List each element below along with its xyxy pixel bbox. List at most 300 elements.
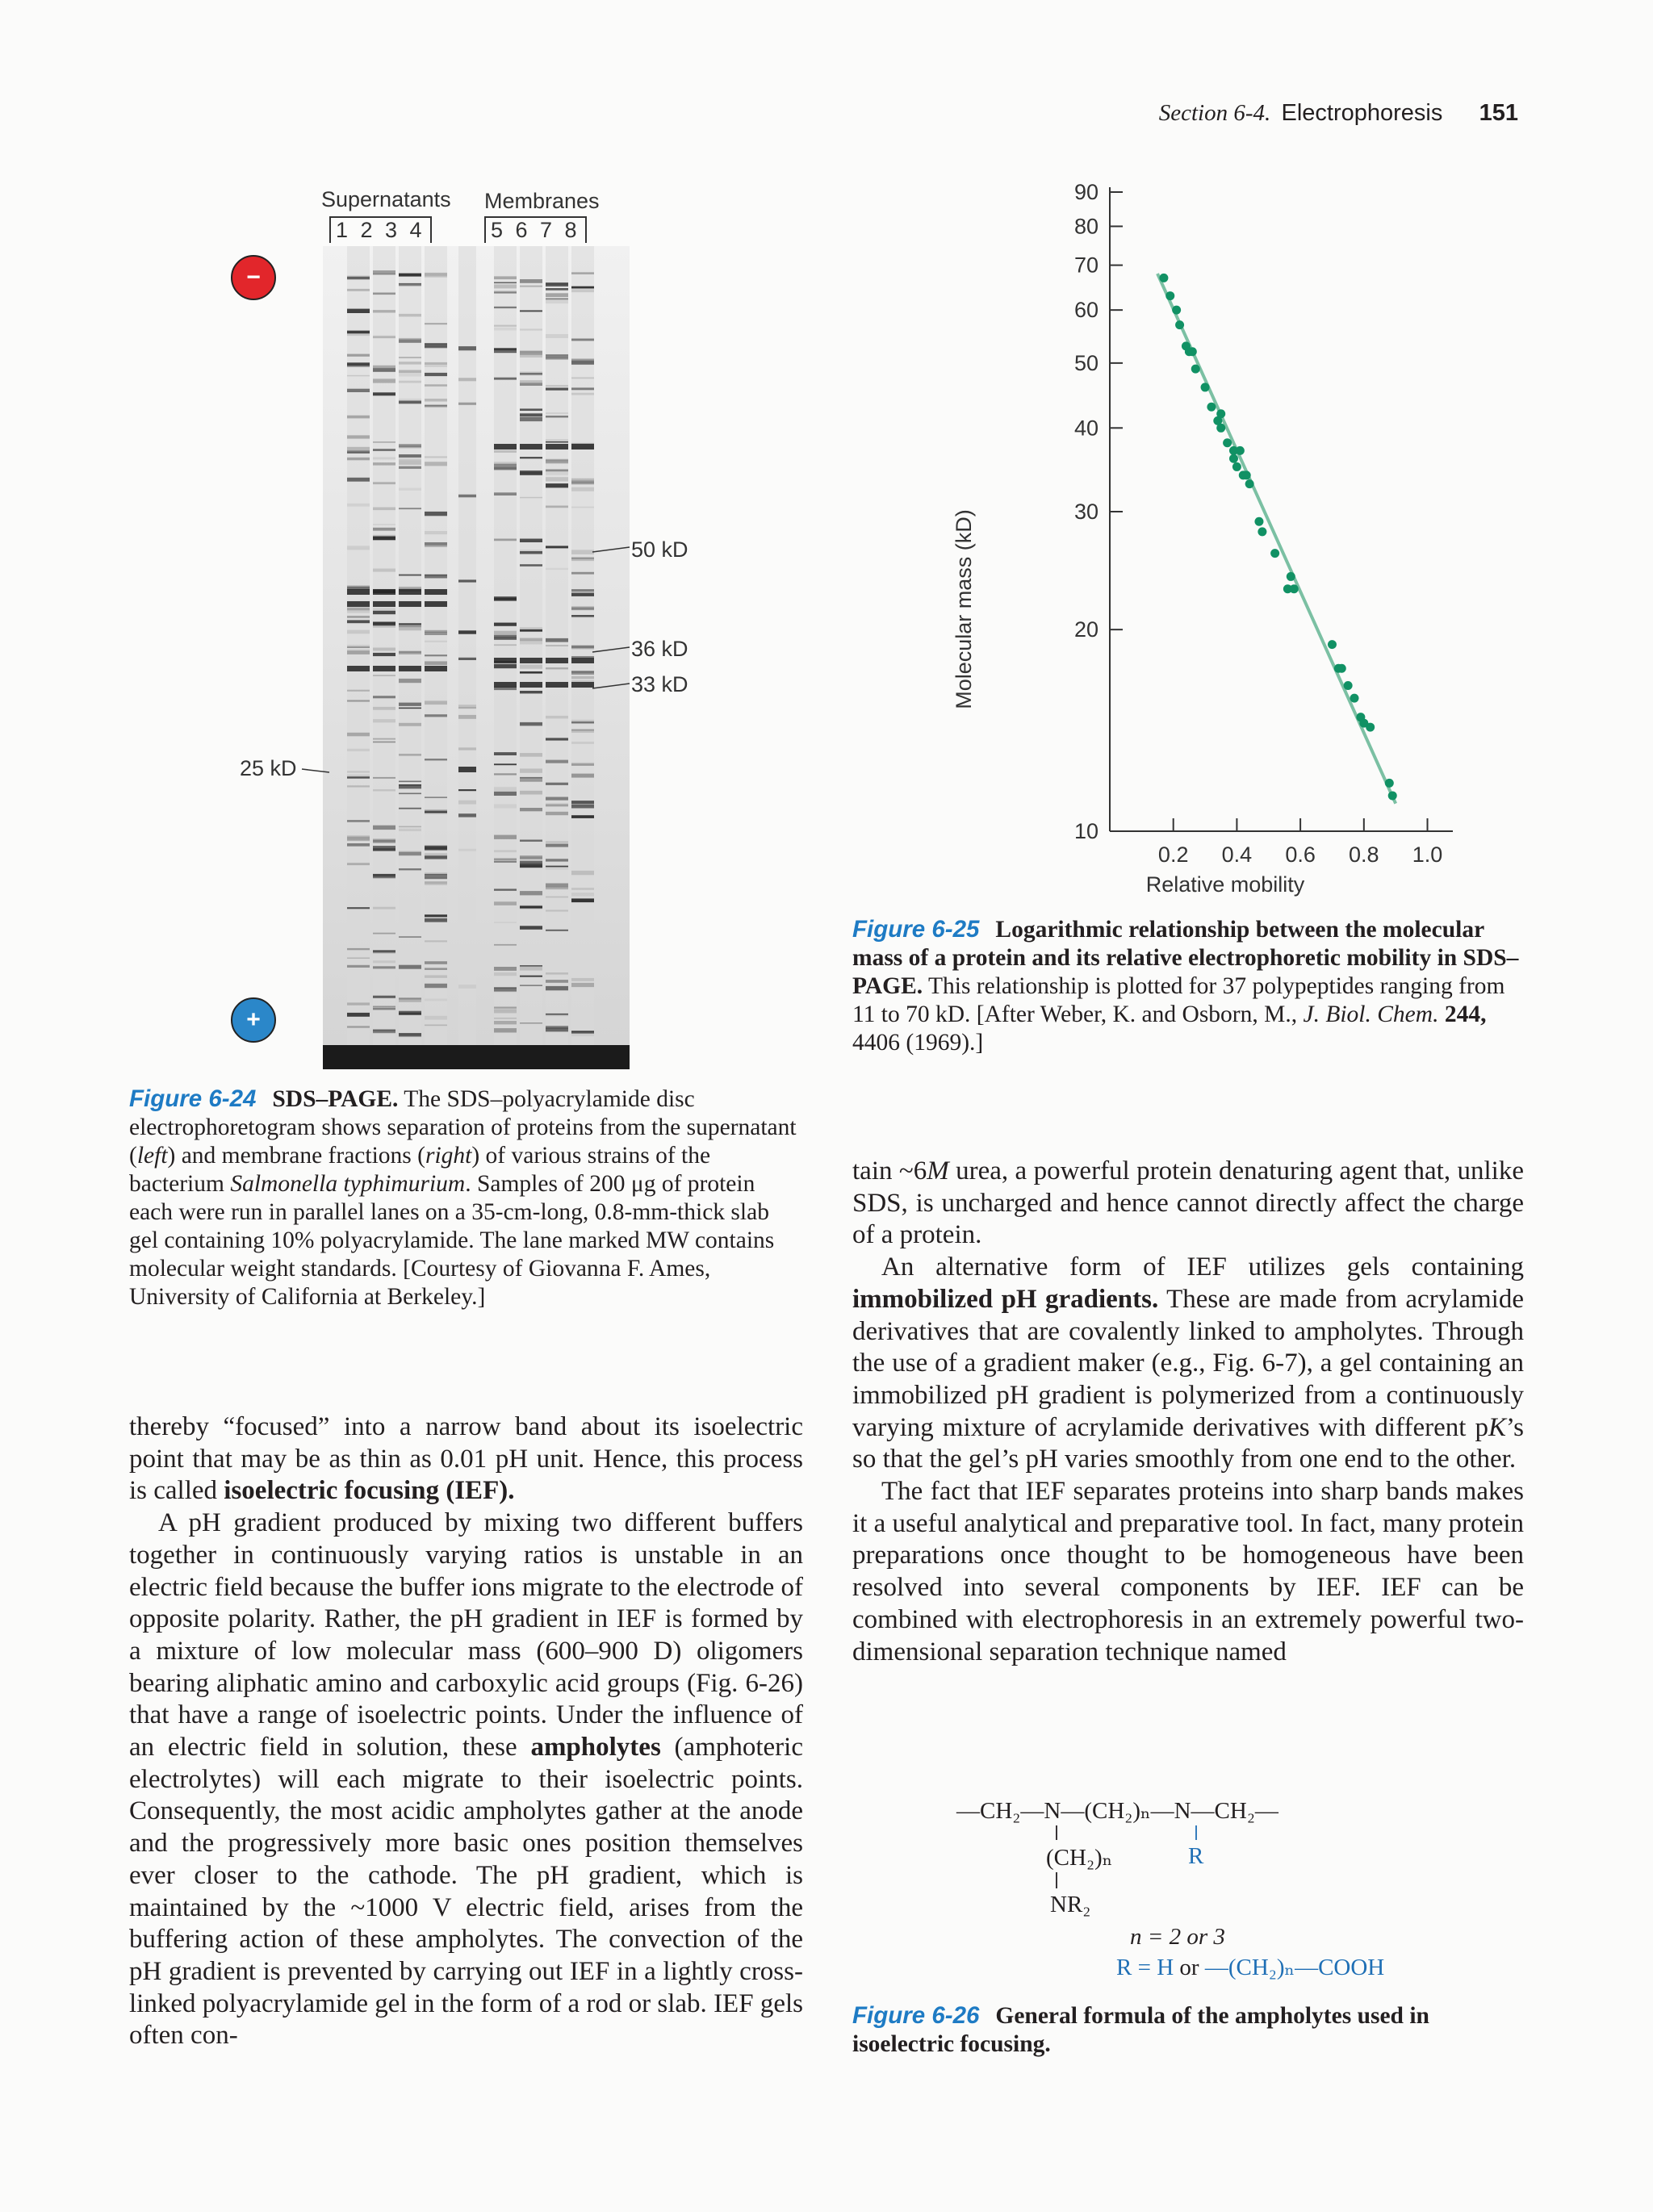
chart-points xyxy=(1159,274,1396,801)
gel-band xyxy=(520,372,542,376)
y-tick-label: 60 xyxy=(1073,298,1099,323)
marker-50kd: 50 kD xyxy=(631,537,688,562)
gel-band xyxy=(425,714,447,717)
gel-band xyxy=(546,897,568,898)
gel-band xyxy=(373,848,395,851)
gel-band xyxy=(373,648,395,651)
gel-band xyxy=(399,679,421,683)
gel-band xyxy=(425,531,447,534)
gel-band xyxy=(546,470,568,472)
gel-band xyxy=(373,960,395,963)
figure-6-25-label: Figure 6-25 xyxy=(852,916,980,943)
gel-band xyxy=(347,749,370,751)
caption-text: ) and membrane fractions ( xyxy=(167,1143,425,1169)
caption-bold: SDS–PAGE. xyxy=(272,1086,399,1112)
gel-band xyxy=(494,284,517,288)
x-tick-label: 0.6 xyxy=(1285,843,1316,867)
gel-band xyxy=(373,907,395,909)
gel-band xyxy=(546,812,568,815)
figure-6-24-label: Figure 6-24 xyxy=(129,1085,257,1112)
membranes-label: Membranes xyxy=(484,189,600,213)
gel-band xyxy=(425,632,447,635)
gel-band-strong xyxy=(347,601,370,607)
gel-band xyxy=(520,279,542,283)
gel-band xyxy=(494,637,517,640)
gel-band xyxy=(347,820,370,822)
gel-band xyxy=(546,638,568,642)
gel-band xyxy=(520,985,542,986)
supernatants-label: Supernatants xyxy=(321,187,451,211)
gel-band xyxy=(425,940,447,942)
gel-band xyxy=(425,1025,447,1027)
gel-band xyxy=(425,968,447,970)
gel-band xyxy=(399,754,421,756)
caption-bold: Logarithmic relationship between the molecular mass of a protein and its relative electrophoretic mobility in SDS–PAGE. xyxy=(852,917,1519,999)
data-point xyxy=(1258,527,1266,536)
gel-band xyxy=(520,642,542,644)
gel-band-strong xyxy=(520,658,542,663)
gel-band xyxy=(399,708,421,709)
gel-band xyxy=(373,482,395,484)
data-point xyxy=(1216,409,1225,418)
data-point xyxy=(1242,470,1251,479)
formula-r: R xyxy=(1188,1843,1204,1869)
gel-band xyxy=(494,922,517,923)
caption-text: This relationship is plotted for 37 polypeptides ranging from 11 to 70 kD. [After Weber, K. and Osborn, M., xyxy=(852,973,1505,1027)
data-point xyxy=(1223,438,1232,447)
data-point xyxy=(1245,479,1254,488)
gel-band xyxy=(373,846,395,849)
gel-band xyxy=(373,274,395,275)
figure-6-25-chart xyxy=(952,169,1443,920)
gel-band xyxy=(373,1008,395,1010)
gel-band xyxy=(494,787,517,791)
gel-band xyxy=(520,564,542,567)
gel-band xyxy=(458,715,476,719)
gel-band xyxy=(347,645,370,647)
gel-band xyxy=(571,898,594,902)
gel-band xyxy=(520,891,542,895)
gel-band xyxy=(347,863,370,865)
gel-band xyxy=(571,272,594,274)
gel-band-strong xyxy=(347,666,370,671)
gel-lane xyxy=(399,246,421,1049)
caption-italic: left xyxy=(136,1143,168,1169)
gel-band xyxy=(520,777,542,779)
data-point xyxy=(1232,462,1241,471)
gel-band xyxy=(373,310,395,312)
gel-band xyxy=(571,507,594,508)
gel-band xyxy=(347,948,370,950)
text: urea, a powerful protein denaturing agent that, unlike SDS, is uncharged and hence cannot directly affect the charge of a protein. xyxy=(852,1156,1524,1250)
gel-band xyxy=(520,976,542,977)
data-point xyxy=(1388,791,1397,800)
gel-band xyxy=(520,966,542,970)
gel-band xyxy=(425,1016,447,1020)
gel-band xyxy=(425,797,447,798)
term: ampholytes xyxy=(530,1733,661,1762)
gel-band xyxy=(546,972,568,975)
gel-band xyxy=(347,458,370,461)
figure-6-25-caption xyxy=(852,915,1522,1057)
gel-band xyxy=(347,620,370,623)
gel-band xyxy=(425,881,447,884)
gel-band xyxy=(571,815,594,818)
formula-n-definition: n = 2 or 3 xyxy=(1130,1924,1225,1950)
formula-r-definition xyxy=(1116,1953,1384,1981)
gel-band xyxy=(373,508,395,511)
caption-journal: J. Biol. Chem. xyxy=(1303,1001,1439,1027)
paragraph xyxy=(852,1476,1524,1668)
gel-band xyxy=(425,384,447,387)
gel-band xyxy=(399,401,421,404)
gel-band xyxy=(494,989,517,993)
gel-band-strong xyxy=(494,682,517,688)
gel-band xyxy=(520,353,542,358)
gel-band xyxy=(571,487,594,491)
gel-band xyxy=(494,944,517,946)
gel-band xyxy=(399,703,421,706)
gel-band-strong xyxy=(571,444,594,450)
gel-band xyxy=(373,996,395,998)
gel-band xyxy=(347,334,370,336)
gel-band xyxy=(520,408,542,411)
gel-band xyxy=(546,471,568,475)
gel-band xyxy=(546,930,568,931)
marker-33kd: 33 kD xyxy=(631,672,688,696)
gel-lane-mw xyxy=(458,246,476,1049)
gel-band xyxy=(373,569,395,572)
gel-band xyxy=(347,546,370,550)
gel-band xyxy=(425,399,447,402)
gel-band xyxy=(520,864,542,868)
gel-band xyxy=(571,362,594,365)
gel-band xyxy=(494,328,517,331)
gel-band xyxy=(546,645,568,646)
gel-band xyxy=(458,705,476,709)
gel-band xyxy=(458,630,476,633)
gel-band xyxy=(494,792,517,796)
y-tick-label: 50 xyxy=(1073,350,1099,375)
data-point xyxy=(1172,306,1181,315)
gel-band xyxy=(399,868,421,870)
gel-band xyxy=(546,441,568,443)
gel-band xyxy=(458,658,476,660)
gel-band xyxy=(399,651,421,654)
gel-band xyxy=(520,472,542,475)
gel-band xyxy=(347,965,370,968)
gel-band xyxy=(373,719,395,722)
lanes-supernatants: 1 2 3 4 xyxy=(329,216,432,243)
r-def-h: R = H xyxy=(1116,1955,1174,1980)
gel-band xyxy=(399,488,421,491)
gel-band xyxy=(373,524,395,525)
marker-36kd: 36 kD xyxy=(631,637,688,661)
gel-band xyxy=(373,449,395,451)
gel-band xyxy=(571,482,594,485)
kd25-pointer-line xyxy=(300,763,333,779)
chart-y-axis-label: Molecular mass (kD) xyxy=(952,509,976,709)
gel-band xyxy=(399,998,421,1002)
gel-band xyxy=(546,334,568,338)
gel-lane xyxy=(494,246,517,1049)
gel-band xyxy=(373,826,395,830)
gel-band xyxy=(520,691,542,693)
text: A pH gradient produced by mixing two different buffers together in continuously varying ratios is unstable in an electric field because the buffer ions migrate to the electrode of opposite polarity. Rather, the pH gradient in IEF is formed by a mixture of low molecular mass (600–900 D) oligomers bearing aliphatic amino and carboxylic acid groups (Fig. 6-26) that have a range of isoelectric points. Under the influence of an electric field in solution, these xyxy=(129,1508,804,1762)
gel-band xyxy=(425,914,447,917)
y-tick-label: 80 xyxy=(1073,214,1099,239)
gel-band xyxy=(494,276,517,279)
gel-band xyxy=(494,967,517,971)
figure-6-26-label: Figure 6-26 xyxy=(852,2002,980,2029)
data-point xyxy=(1366,723,1375,732)
gel-band xyxy=(399,627,421,631)
gel-band xyxy=(399,1036,421,1038)
gel-band xyxy=(373,789,395,791)
gel-band xyxy=(373,528,395,531)
gel-band xyxy=(546,980,568,983)
r-def-chain: —(CH₂)ₙ—COOH xyxy=(1204,1955,1385,1980)
gel-band xyxy=(425,654,447,656)
gel-band xyxy=(425,873,447,876)
gel-band xyxy=(546,412,568,414)
gel-band xyxy=(520,926,542,930)
gel-band xyxy=(347,843,370,847)
gel-band xyxy=(494,805,517,809)
caption-text: ) of various strains of the bacterium xyxy=(129,1143,711,1197)
gel-band xyxy=(347,690,370,692)
data-point xyxy=(1344,681,1353,690)
body-column-right xyxy=(852,1156,1524,1668)
gel-band xyxy=(425,362,447,365)
caption-volume: 244, xyxy=(1444,1001,1487,1027)
gel-band xyxy=(399,829,421,831)
gel-band xyxy=(425,544,447,547)
gel-band xyxy=(425,853,447,855)
gel-band xyxy=(546,283,568,286)
x-tick-label: 0.2 xyxy=(1157,843,1189,867)
gel-band xyxy=(546,483,568,487)
text: These are made from acrylamide derivatives that are covalently linked to ampholytes. Through the use of a gradient maker (e.g., Fig. 6-7), a gel containing an immobilized pH gradient is polymerized from a continuously varying mixture of acrylamide derivatives with different p xyxy=(852,1284,1524,1442)
gel-band xyxy=(347,776,370,778)
gel-band xyxy=(494,307,517,308)
gel-band xyxy=(458,403,476,405)
gel-band xyxy=(425,759,447,760)
gel-band-strong xyxy=(373,601,395,607)
section-title: Electrophoresis xyxy=(1281,100,1443,126)
gel-band xyxy=(399,373,421,377)
gel-band xyxy=(494,1018,517,1019)
gel-band xyxy=(571,289,594,292)
gel-band xyxy=(373,738,395,740)
gel-band xyxy=(494,325,517,327)
gel-band xyxy=(571,387,594,390)
gel-band-strong xyxy=(546,682,568,688)
gel-band xyxy=(399,723,421,726)
gel-band xyxy=(546,439,568,441)
gel-band xyxy=(520,1022,542,1024)
x-tick-label: 0.4 xyxy=(1221,843,1253,867)
gel-band xyxy=(373,537,395,541)
gel-band xyxy=(347,435,370,438)
gel-band xyxy=(494,1021,517,1024)
y-tick-label: 70 xyxy=(1073,253,1099,278)
gel-band xyxy=(373,653,395,656)
gel-band xyxy=(520,629,542,632)
data-point xyxy=(1385,779,1394,788)
gel-band xyxy=(546,1027,568,1031)
gel-band xyxy=(347,616,370,618)
gel-band xyxy=(399,274,421,277)
gel-band xyxy=(571,978,594,981)
gel-band xyxy=(425,700,447,705)
gel-band xyxy=(546,388,568,391)
gel-band xyxy=(494,644,517,646)
gel-band xyxy=(399,781,421,783)
gel-band xyxy=(347,771,370,772)
gel-band xyxy=(373,876,395,879)
gel-band xyxy=(373,1006,395,1008)
caption-species: Salmonella typhimurium xyxy=(230,1171,466,1197)
gel-band xyxy=(399,508,421,509)
gel-band xyxy=(494,835,517,839)
gel-band xyxy=(347,957,370,959)
gel-band xyxy=(373,366,395,370)
gel-band xyxy=(520,638,542,642)
gel-band xyxy=(494,972,517,976)
gel-band xyxy=(347,478,370,482)
gel-band xyxy=(373,611,395,614)
gel-band xyxy=(425,323,447,324)
gel-band xyxy=(546,358,568,360)
gel-band xyxy=(546,293,568,297)
gel-band xyxy=(520,539,542,543)
data-point xyxy=(1207,403,1216,412)
gel-band xyxy=(425,406,447,408)
gel-band-strong xyxy=(373,589,395,595)
gel-band xyxy=(373,392,395,395)
gel-band xyxy=(546,797,568,801)
gel-band xyxy=(425,918,447,922)
gel-band xyxy=(347,362,370,366)
gel-band xyxy=(571,286,594,289)
caption-text: . Samples of 200 μg of protein each were run in parallel lanes on a 35-cm-long, 0.8-mm-thick slab gel containing 10% polyacrylamide. The lane marked MW contains molecular weight standards. [Courtesy of Giovanna F. Ames, University of California at Berkeley.] xyxy=(129,1171,775,1310)
text: thereby “focused” into a narrow band about its isoelectric point that may be as thin as 0.01 pH unit. Hence, this process is called xyxy=(129,1412,803,1506)
gel-band xyxy=(425,855,447,859)
gel-band xyxy=(571,742,594,744)
gel-band xyxy=(425,811,447,813)
gel-band xyxy=(347,837,370,841)
gel-band xyxy=(571,983,594,987)
kd-pointer-lines xyxy=(589,533,638,702)
gel-band-strong xyxy=(399,666,421,671)
caption-bold: General formula of the ampholytes used in isoelectric focusing. xyxy=(852,2003,1429,2057)
gel-band xyxy=(347,277,370,279)
gel-band xyxy=(546,546,568,548)
gel-band xyxy=(494,292,517,294)
gel-band xyxy=(399,826,421,828)
gel-band xyxy=(546,844,568,847)
caption-text: 4406 (1969).] xyxy=(852,1030,984,1056)
data-point xyxy=(1165,291,1174,300)
gel-band xyxy=(520,671,542,674)
gel-band xyxy=(520,753,542,757)
gel-band xyxy=(494,631,517,635)
gel-band xyxy=(520,383,542,386)
gel-band xyxy=(546,568,568,570)
gel-band xyxy=(546,716,568,719)
data-point xyxy=(1159,274,1168,282)
gel-band-strong xyxy=(458,767,476,772)
y-tick-label: 20 xyxy=(1073,617,1099,642)
y-tick-label: 40 xyxy=(1073,416,1099,441)
gel-band xyxy=(458,579,476,582)
gel-band xyxy=(458,346,476,350)
gel-band xyxy=(494,861,517,863)
gel-band xyxy=(494,664,517,668)
gel-band xyxy=(425,575,447,579)
gel-band xyxy=(494,468,517,470)
gel-band xyxy=(520,380,542,383)
gel-band xyxy=(373,966,395,968)
gel-band xyxy=(373,441,395,443)
gel-band xyxy=(399,793,421,795)
paragraph xyxy=(129,1411,803,1507)
gel-band-strong xyxy=(425,666,447,671)
gel-band xyxy=(399,314,421,317)
gel-band xyxy=(546,477,568,481)
gel-band xyxy=(494,773,517,775)
gel-band xyxy=(373,462,395,466)
gel-band xyxy=(425,976,447,978)
gel-band xyxy=(571,801,594,804)
gel-band xyxy=(347,733,370,737)
data-point xyxy=(1229,454,1238,463)
paragraph xyxy=(852,1156,1524,1252)
gel-band-strong xyxy=(546,658,568,663)
gel-band xyxy=(373,742,395,743)
gel-band xyxy=(425,847,447,850)
gel-band xyxy=(494,859,517,861)
gel-band xyxy=(347,375,370,377)
gel-band xyxy=(546,459,568,462)
figure-6-24-caption xyxy=(129,1085,803,1311)
gel-band xyxy=(571,720,594,723)
text: An alternative form of IEF utilizes gels containing xyxy=(881,1252,1524,1282)
gel-band xyxy=(494,464,517,469)
term: immobilized pH gradients. xyxy=(852,1284,1159,1314)
gel-band xyxy=(494,539,517,542)
text: ’s so that the gel’s pH varies smoothly from one end to the other. xyxy=(852,1412,1524,1474)
data-point xyxy=(1270,549,1279,558)
gel-band xyxy=(425,456,447,458)
gel-band xyxy=(373,840,395,843)
cathode-minus-icon: − xyxy=(231,255,276,300)
gel-band xyxy=(373,675,395,676)
gel-band-strong xyxy=(399,589,421,595)
data-point xyxy=(1175,320,1184,329)
gel-band xyxy=(520,551,542,554)
page-number: 151 xyxy=(1479,100,1518,126)
gel-band xyxy=(399,341,421,343)
symbol: K xyxy=(1488,1412,1506,1442)
gel-band xyxy=(494,763,517,765)
gel-bottom-front xyxy=(323,1045,630,1069)
gel-band xyxy=(373,625,395,628)
gel-band xyxy=(425,345,447,348)
gel-band xyxy=(347,907,370,909)
data-point xyxy=(1290,584,1299,593)
